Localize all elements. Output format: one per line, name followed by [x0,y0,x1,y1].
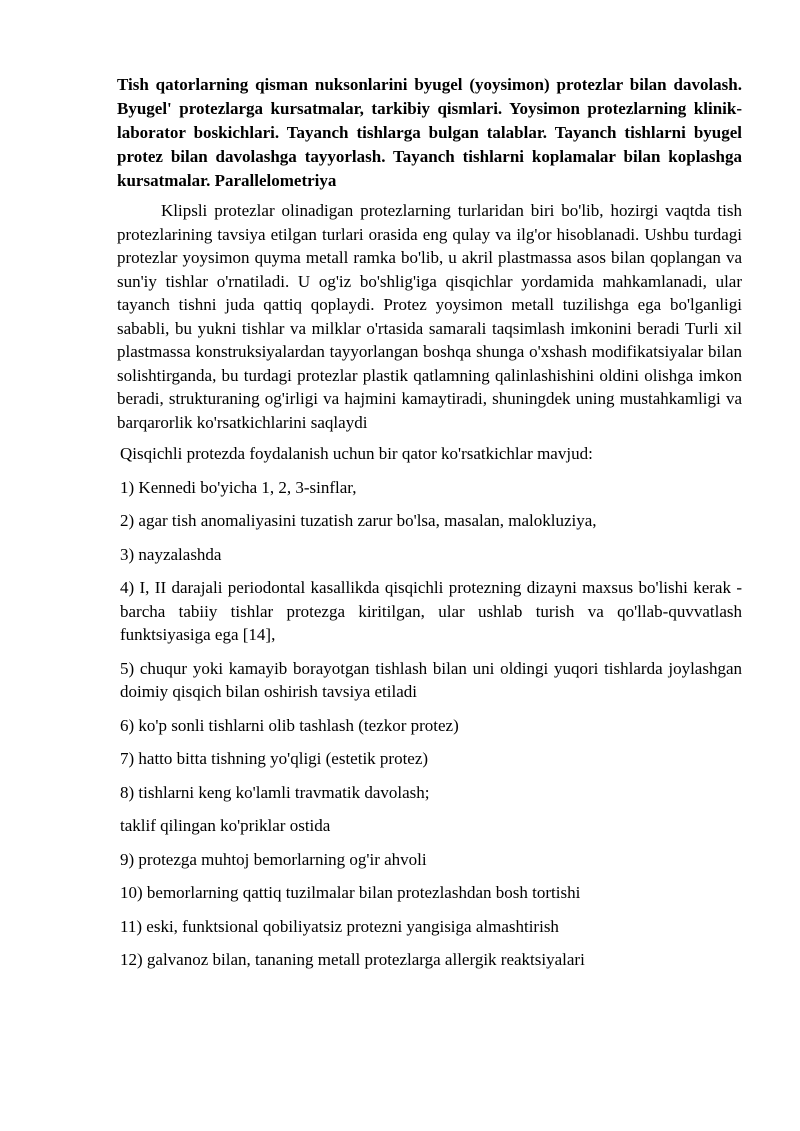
intro-paragraph: Klipsli protezlar olinadigan protezlarning turlaridan biri bo'lib, hozirgi vaqtda tish protezlarining tavsiya etilgan turlari orasida eng qulay va ilg'or hisoblanadi. Ushbu turdagi protezlar yoysimon quyma metall ramka bo'lib, u akril plastmassa asos bilan qoplangan va sun'iy tishlar o'rnatiladi. U og'iz bo'shlig'iga qisqichlar yordamida mahkamlanadi, ular tayanch tishni juda qattiq qoplaydi. Protez yoysimon metall tuzilishga ega bo'lganligi sababli, bu yukni tishlar va milklar o'rtasida samarali taqsimlash imkonini beradi Turli xil plastmassa konstruksiyalardan tayyorlangan boshqa shunga o'xshash modifikatsiyalar bilan solishtirganda, bu turdagi protezlar plastik qatlamning qalinlashishini oldini olishga imkon beradi, strukturaning og'irligi va hajmini kamaytiradi, shuningdek uning mustahkamligi va barqarorlik ko'rsatkichlarini saqlaydi [117,201,742,432]
list-item: 1) Kennedi bo'yicha 1, 2, 3-sinflar, [120,477,357,497]
list-item: 3) nayzalashda [120,544,222,564]
document-title: Tish qatorlarning qisman nuksonlarini byugel (yoysimon) protezlar bilan davolash. Byugel' protezlarga kursatmalar, tarkibiy qismlari. Yoysimon protezlarning klinik-laborator boskichlari. Tayanch tishlarga bulgan talablar. Tayanch tishlarni byugel protez bilan davolashga tayyorlash. Tayanch tishlarni koplamalar bilan koplashga kursatmalar. Parallelometriya [117,75,742,190]
list-item: 12) galvanoz bilan, tananing metall protezlarga allergik reaktsiyalari [120,950,585,969]
list-item: 2) agar tish anomaliyasini tuzatish zarur bo'lsa, masalan, malokluziya, [120,511,597,530]
list-item: 6) ko'p sonli tishlarni olib tashlash (tezkor protez) [120,715,459,735]
list-item: 4) I, II darajali periodontal kasallikda qisqichli protezning dizayni maxsus bo'lishi kerak - barcha tabiiy tishlar protezga kiritilgan, ular ushlab turish va qo'llab-quvvatlash funktsiyasiga ega [14], [120,578,742,644]
indications-list [117,466,742,972]
list-item: 8) tishlarni keng ko'lamli travmatik davolash; [120,782,430,802]
list-item: 9) protezga muhtoj bemorlarning og'ir ahvoli [120,849,427,869]
list-item: 10) bemorlarning qattiq tuzilmalar bilan protezlashdan bosh tortishi [120,883,581,902]
list-item: 11) eski, funktsional qobiliyatsiz protezni yangisiga almashtirish [120,916,559,936]
list-item: 5) chuqur yoki kamayib borayotgan tishlash bilan uni oldingi yuqori tishlarda joylashgan doimiy qisqich bilan oshirish tavsiya etiladi [120,658,742,701]
document-page [117,73,742,972]
list-item: taklif qilingan ko'priklar ostida [120,816,331,835]
indications-lead: Qisqichli protezda foydalanish uchun bir qator ko'rsatkichlar mavjud: [120,444,593,463]
list-item: 7) hatto bitta tishning yo'qligi (estetik protez) [120,749,429,768]
